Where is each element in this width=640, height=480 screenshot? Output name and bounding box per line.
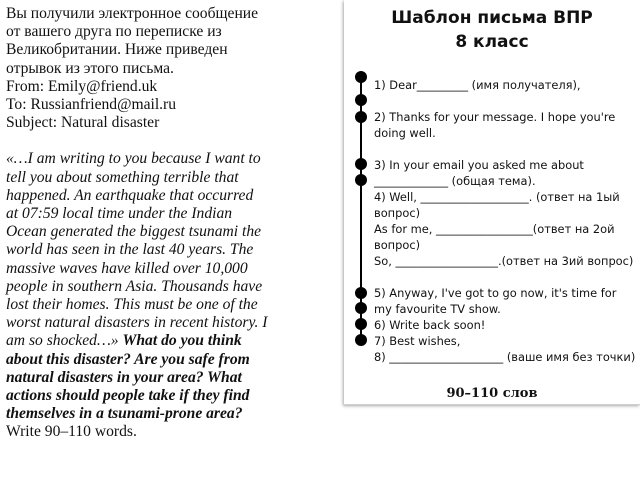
letter-line: worst natural disasters in recent history. I [6, 314, 268, 332]
intro-line: Вы получили электронное сообщение [6, 5, 259, 22]
task-text [6, 5, 348, 442]
timeline-dot [355, 318, 367, 330]
letter-task-line [6, 332, 348, 350]
template-item: As for me, _________________(ответ на 2ой [374, 222, 615, 236]
template-item: 8) ____________________ (ваше имя без точки) [374, 350, 636, 364]
timeline-dot [355, 158, 367, 170]
timeline-dot [355, 94, 367, 106]
letter-line: people in southern Asia. Thousands have [6, 277, 263, 295]
intro-line: от вашего друга по переписке из [6, 23, 222, 41]
template-item: So, __________________.(ответ на 3ий вопрос) [374, 254, 634, 268]
task-question: actions should people take if they find [6, 387, 250, 405]
template-item: 3) In your email you asked me about [374, 158, 584, 172]
template-item: _____________ (общая тема). [374, 174, 536, 188]
intro-line: Великобритании. Ниже приведен [6, 41, 228, 59]
letter-end: am so shocked…» [6, 332, 123, 350]
letter-line: happened. An earthquake that occurred [6, 186, 254, 204]
template-grade: 8 класс [455, 32, 529, 52]
subject-line: Subject: Natural disaster [6, 114, 160, 132]
task-question-start: What do you think [122, 332, 242, 350]
template-item: 7) Best wishes, [374, 334, 461, 348]
template-item: 4) Well, ___________________. (ответ на 1ый [374, 190, 620, 204]
timeline-dot [355, 334, 367, 346]
template-item: 1) Dear_________ (имя получателя), [374, 78, 581, 92]
template-item: doing well. [374, 126, 436, 140]
intro-line: отрывок из этого письма. [6, 59, 174, 77]
timeline-dot [355, 302, 367, 314]
task-question: themselves in a tsunami-prone area? [6, 405, 243, 423]
template-items [374, 77, 636, 365]
template-item: my favourite TV show. [374, 302, 501, 316]
letter-template-panel [344, 0, 640, 405]
letter-line: at 07:59 local time under the Indian [6, 205, 233, 223]
template-title: Шаблон письма ВПР [391, 8, 593, 28]
task-question: natural disasters in your area? What [6, 368, 242, 386]
from-line: From: Emily@friend.uk [6, 77, 158, 95]
template-word-count: 90–110 слов [446, 386, 538, 401]
letter-line: tell you about something terrible that [6, 168, 239, 186]
letter-line: lost their homes. This must be one of the [6, 296, 258, 314]
template-item: вопрос) [374, 206, 421, 220]
template-item: вопрос) [374, 238, 421, 252]
task-question: about this disaster? Are you safe from [6, 350, 250, 368]
word-count-instruction: Write 90–110 words. [6, 423, 137, 441]
timeline-dot [355, 174, 367, 186]
timeline-dot [355, 287, 367, 299]
template-item: 5) Anyway, I've got to go now, it's time for [374, 286, 617, 300]
letter-line: «…I am writing to you because I want to [6, 150, 261, 168]
to-line: To: Russianfriend@mail.ru [6, 96, 177, 114]
template-item: 6) Write back soon! [374, 318, 486, 332]
letter-line: world has seen in the last 40 years. The [6, 241, 254, 259]
letter-line: massive waves have killed over 10,000 [6, 259, 248, 277]
letter-line: Ocean generated the biggest tsunami the [6, 223, 262, 241]
timeline-dot [355, 111, 367, 123]
timeline-dot [355, 71, 367, 83]
template-item: 2) Thanks for your message. I hope you're [374, 110, 616, 124]
